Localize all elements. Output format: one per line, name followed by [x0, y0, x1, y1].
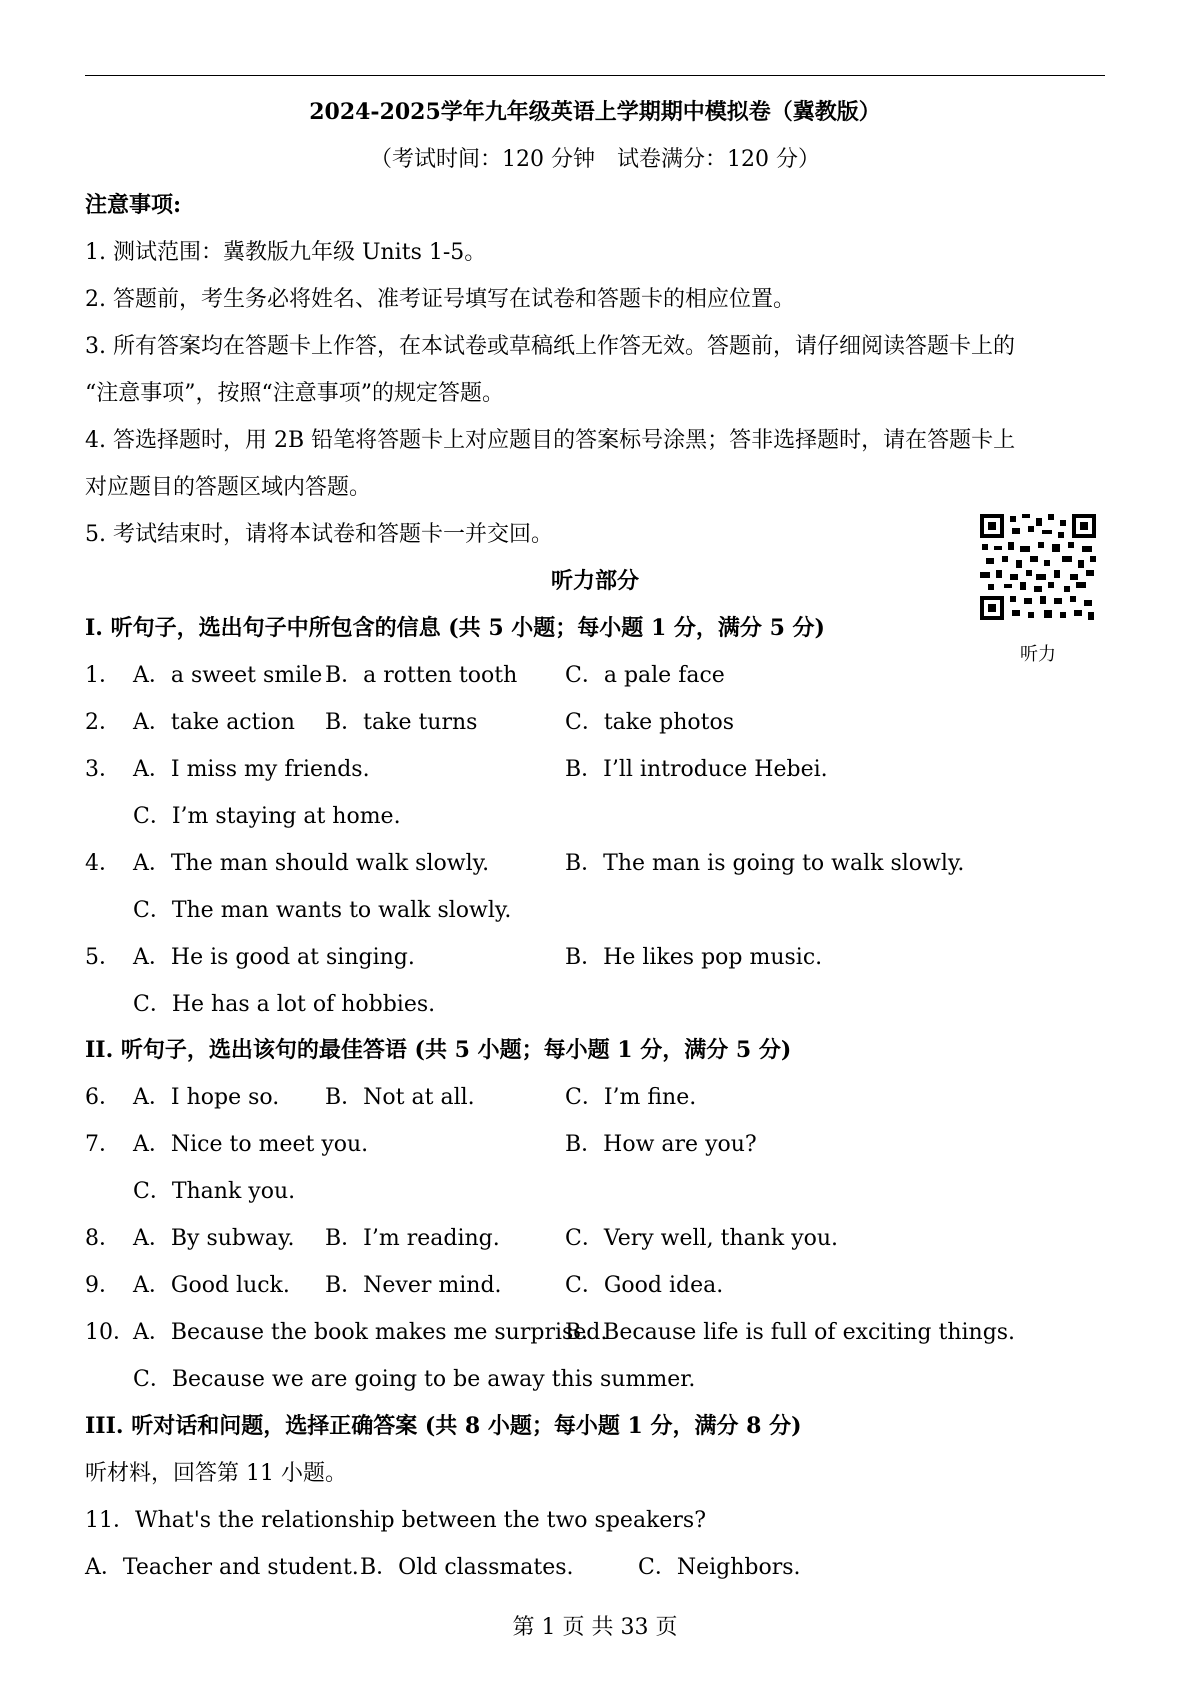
option-c[interactable]: C．Very well, thank you.: [565, 1226, 839, 1251]
option-b[interactable]: B．How are you?: [565, 1132, 757, 1157]
option-a[interactable]: A．By subway.: [133, 1226, 295, 1251]
option-c[interactable]: C．Good idea.: [565, 1273, 724, 1298]
question-2: [0, 705, 1190, 735]
question-1: [0, 658, 1190, 688]
page-footer: 第 1 页 共 33 页: [512, 1615, 678, 1640]
option-b[interactable]: B．Old classmates.: [360, 1555, 574, 1580]
option-c[interactable]: C．Because we are going to be away this summer.: [133, 1367, 696, 1392]
section1-heading: I. 听句子，选出句子中所包含的信息 (共 5 小题；每小题 1 分，满分 5 分): [85, 615, 825, 641]
notes-heading: 注意事项:: [85, 192, 182, 218]
question-number: 9．: [85, 1273, 121, 1298]
note-item: 5. 考试结束时，请将本试卷和答题卡一并交回。: [85, 522, 553, 547]
question-number: 1．: [85, 663, 121, 688]
question-6: [0, 1080, 1190, 1110]
question-number: 6．: [85, 1085, 121, 1110]
section2-heading: II. 听句子，选出该句的最佳答语 (共 5 小题；每小题 1 分，满分 5 分): [85, 1037, 792, 1063]
option-a[interactable]: A．The man should walk slowly.: [133, 851, 490, 876]
option-b[interactable]: B．take turns: [325, 710, 478, 735]
note-item: 2. 答题前，考生务必将姓名、准考证号填写在试卷和答题卡的相应位置。: [85, 287, 795, 312]
question-7: [0, 1127, 1190, 1157]
note-item: 3. 所有答案均在答题卡上作答，在本试卷或草稿纸上作答无效。答题前，请仔细阅读答题卡上的: [85, 334, 1015, 359]
option-c[interactable]: C．I’m staying at home.: [133, 804, 401, 829]
option-c[interactable]: C．I’m fine.: [565, 1085, 697, 1110]
option-c[interactable]: C．a pale face: [565, 663, 725, 688]
option-b[interactable]: B．Never mind.: [325, 1273, 502, 1298]
option-b[interactable]: B．The man is going to walk slowly.: [565, 851, 965, 876]
question-number: 3．: [85, 757, 121, 782]
page-title: 2024-2025学年九年级英语上学期期中模拟卷（冀教版）: [309, 99, 881, 125]
question-11-stem: 11．What's the relationship between the two speakers?: [85, 1508, 707, 1533]
option-b[interactable]: B．I’ll introduce Hebei.: [565, 757, 828, 782]
listening-title: 听力部分: [550, 568, 639, 594]
option-a[interactable]: A．Nice to meet you.: [133, 1132, 369, 1157]
note-item: 对应题目的答题区域内答题。: [85, 475, 372, 500]
option-a[interactable]: A．He is good at singing.: [133, 945, 415, 970]
option-b[interactable]: B．Not at all.: [325, 1085, 475, 1110]
exam-info: （考试时间：120 分钟 试卷满分：120 分）: [370, 147, 820, 172]
option-a[interactable]: A．I hope so.: [133, 1085, 280, 1110]
option-a[interactable]: A．I miss my friends.: [133, 757, 370, 782]
question-10: [0, 1315, 1190, 1345]
question-3-cont: [0, 799, 1190, 829]
note-item: “注意事项”，按照“注意事项”的规定答题。: [85, 381, 504, 406]
question-3: [0, 752, 1190, 782]
section3-intro: 听材料，回答第 11 小题。: [85, 1461, 347, 1486]
question-9: [0, 1268, 1190, 1298]
question-number: 5．: [85, 945, 121, 970]
question-number: 10．: [85, 1320, 135, 1345]
option-a[interactable]: A．Good luck.: [133, 1273, 290, 1298]
note-item: 4. 答选择题时，用 2B 铅笔将答题卡上对应题目的答案标号涂黑；答非选择题时，请在答题卡上: [85, 428, 1016, 453]
option-a[interactable]: A．take action: [133, 710, 295, 735]
option-c[interactable]: C．take photos: [565, 710, 735, 735]
note-item: 1. 测试范围：冀教版九年级 Units 1-5。: [85, 240, 487, 265]
question-number: 7．: [85, 1132, 121, 1157]
option-b[interactable]: B．He likes pop music.: [565, 945, 823, 970]
question-11-options: [0, 1550, 1190, 1580]
option-c[interactable]: C．Thank you.: [133, 1179, 296, 1204]
option-b[interactable]: B．a rotten tooth: [325, 663, 518, 688]
option-c[interactable]: C．The man wants to walk slowly.: [133, 898, 512, 923]
option-a[interactable]: A．Teacher and student.: [85, 1555, 359, 1580]
question-8: [0, 1221, 1190, 1251]
question-7-cont: [0, 1174, 1190, 1204]
question-10-cont: [0, 1362, 1190, 1392]
question-5: [0, 940, 1190, 970]
question-number: 8．: [85, 1226, 121, 1251]
header-rule: [85, 75, 1105, 76]
option-c[interactable]: C．He has a lot of hobbies.: [133, 992, 436, 1017]
option-b[interactable]: B．I’m reading.: [325, 1226, 500, 1251]
qr-label: 听力: [1020, 644, 1056, 665]
question-4-cont: [0, 893, 1190, 923]
question-4: [0, 846, 1190, 876]
option-a[interactable]: A．Because the book makes me surprised.: [133, 1320, 608, 1345]
question-5-cont: [0, 987, 1190, 1017]
question-number: 4．: [85, 851, 121, 876]
question-number: 2．: [85, 710, 121, 735]
option-b[interactable]: B．Because life is full of exciting things.: [565, 1320, 1016, 1345]
option-a[interactable]: A．a sweet smile: [133, 663, 323, 688]
section3-heading: III. 听对话和问题，选择正确答案 (共 8 小题；每小题 1 分，满分 8 分): [85, 1413, 802, 1439]
option-c[interactable]: C．Neighbors.: [638, 1555, 801, 1580]
